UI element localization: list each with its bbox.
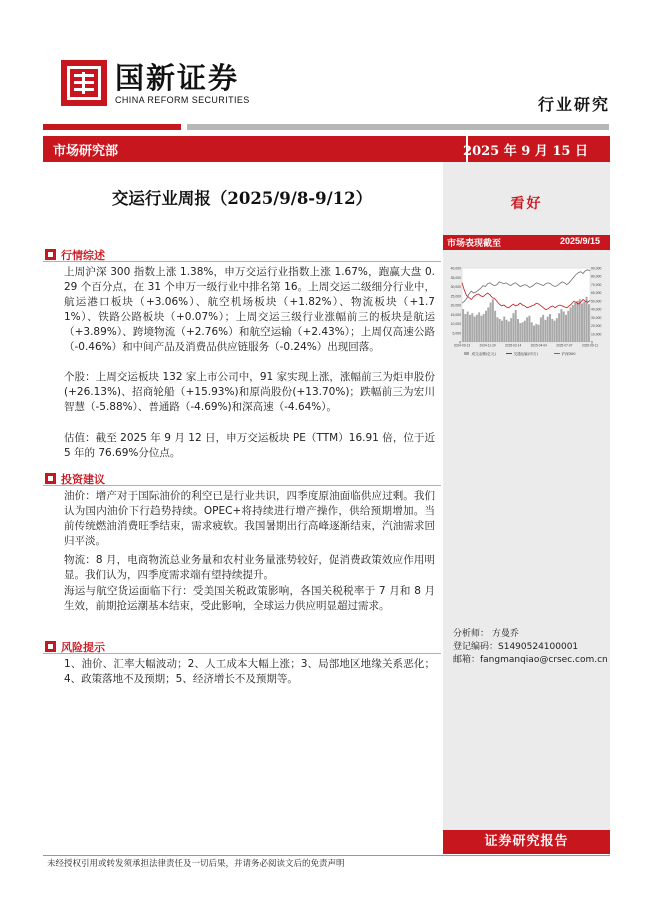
market-chart-header [443, 235, 610, 250]
market-chart-svg [443, 252, 610, 360]
volume-bar [583, 302, 585, 342]
section-market-heading [43, 248, 441, 262]
volume-bar [581, 303, 583, 342]
y-right-tick-label: 60,000 [591, 291, 602, 296]
volume-bar [567, 311, 569, 342]
x-tick-label: 2024-11-29 [479, 343, 496, 348]
volume-bar [565, 315, 567, 342]
y-left-tick-label: 40,000 [450, 266, 461, 271]
brand-name-cn: 国新证券 [115, 60, 240, 95]
market-chart-date: 2025/9/15 [559, 236, 600, 246]
y-left-tick-label: 0 [459, 340, 461, 345]
accent-bar-gray [187, 124, 609, 130]
volume-bar [515, 310, 517, 342]
volume-bar [531, 322, 533, 342]
legend-label: 成交金额(亿元) [471, 352, 496, 356]
department-band [43, 136, 610, 162]
x-tick-label: 2025-04-04 [530, 343, 547, 348]
volume-bar [576, 301, 578, 342]
y-right-tick-label: 0 [591, 340, 593, 345]
y-right-tick-label: 80,000 [591, 274, 602, 279]
market-summary-paragraph: 上周沪深 300 指数上涨 1.38%，申万交运行业指数上涨 1.67%，跑赢大盘 0.29 个百分点，在 31 个申万一级行业中排名第 16。上周交运二级细分行业中，航运港口板块（+3.06%）、航空机场板块（+1.82%）、物流板块（+1.71%）、铁路公路板块（+0.07%）；上周交运三级行业涨幅前三的板块是航运（+3.89%）、跨境物流（+2.76%）和航空运输（+2.43%）；上周仅高速公路（-0.46%）和中间产品及消费品供应链服务（-0.24%）出现回落。 [64, 266, 435, 353]
volume-bar [496, 317, 498, 342]
y-right-tick-label: 30,000 [591, 315, 602, 320]
volume-bar [462, 309, 464, 342]
x-tick-label: 2025-07-07 [556, 343, 573, 348]
section-market-label: 行情综述 [61, 249, 105, 262]
volume-bar [554, 321, 556, 342]
section-risk-heading [43, 640, 441, 654]
volume-bar [501, 321, 503, 342]
volume-bar [524, 321, 526, 342]
volume-bar [544, 320, 546, 342]
volume-bar [542, 315, 544, 342]
legend-label: 沪深300 [561, 352, 576, 356]
volume-bar [570, 307, 572, 342]
volume-bar [478, 312, 480, 342]
volume-bar [471, 313, 473, 342]
volume-bar [586, 297, 588, 342]
volume-bar [526, 317, 528, 342]
y-left-tick-label: 30,000 [450, 285, 461, 289]
volume-bar [547, 317, 549, 342]
volume-bar [551, 319, 553, 342]
section-bullet-icon [45, 473, 56, 484]
volume-bar [476, 315, 478, 342]
volume-bar [533, 326, 535, 342]
volume-bar [560, 309, 562, 342]
volume-bar [574, 303, 576, 342]
y-left-tick-label: 25,000 [450, 294, 461, 299]
volume-bar [519, 323, 521, 342]
brand-name-en: CHINA REFORM SECURITIES [115, 94, 250, 105]
brand-mark-icon [61, 60, 107, 106]
volume-bar [499, 319, 501, 342]
volume-bar [572, 305, 574, 342]
volume-bar [474, 317, 476, 342]
volume-bar [556, 318, 558, 342]
volume-bar [508, 321, 510, 342]
footer-disclaimer: 未经授权引用或转发须承担法律责任及一切后果，并请务必阅读文后的免责声明 [47, 859, 345, 869]
stock-movers-paragraph: 个股：上周交运板块 132 家上市公司中，91 家实现上涨，涨幅前三为炬申股份(+26.13%)、招商轮船（+15.93%)和原尚股份(+13.70%)；跌幅前三为宏川智慧（-5.88%）、普通路（-4.69%)和深高速（-4.64%）。 [64, 371, 435, 413]
x-tick-label: 2024-09-13 [453, 343, 471, 348]
analyst-info [453, 628, 610, 667]
risk-paragraph: 1、油价、汇率大幅波动；2、人工成本大幅上涨；3、局部地区地缘关系恶化；4、政策落地不及预期；5、经济增长不及预期等。 [64, 658, 435, 685]
market-chart-label: 市场表现截至 [447, 239, 502, 249]
y-left-tick-label: 5,000 [452, 331, 461, 336]
volume-bar [535, 324, 537, 342]
y-right-tick-label: 90,000 [591, 266, 602, 271]
oil-price-paragraph: 油价：增产对于国际油价的利空已是行业共识，四季度原油面临供应过剩。我们认为国内油价下行趋势持续。OPEC+将持续进行增产操作，供给预期增加。当前传统燃油消费旺季结束，需求疲软。我国暑期出行高峰逐渐结束，汽油需求回归平淡。 [64, 490, 435, 547]
footer-divider [43, 855, 610, 856]
legend-swatch [464, 352, 469, 355]
y-right-tick-label: 50,000 [591, 299, 602, 304]
volume-bar [512, 313, 514, 342]
volume-bar [494, 311, 496, 342]
x-tick-label: 2025-02-14 [505, 343, 522, 348]
y-left-tick-label: 10,000 [450, 322, 461, 326]
volume-bar [558, 313, 560, 342]
volume-bar [492, 299, 494, 342]
volume-bar [588, 304, 590, 342]
report-type: 行业研究 [537, 95, 610, 114]
valuation-paragraph: 估值：截至 2025 年 9 月 12 日，申万交运板块 PE（TTM）16.91 倍，位于近 5 年的 76.69%分位点。 [64, 432, 435, 459]
volume-bar [510, 318, 512, 342]
x-tick-label: 2025-09-11 [581, 343, 599, 348]
report-title: 交运行业周报（2025/9/8-9/12） [111, 189, 373, 208]
y-right-tick-label: 10,000 [591, 332, 602, 337]
volume-bar [480, 316, 482, 342]
volume-bar [579, 299, 581, 342]
analyst-cert: 登记编码：S1490524100001 [453, 642, 579, 652]
volume-bar [503, 317, 505, 342]
brand-logo [61, 60, 250, 106]
volume-bar [485, 311, 487, 342]
volume-bar [540, 317, 542, 342]
volume-bar [467, 312, 469, 342]
volume-bar [469, 315, 471, 342]
department-name: 市场研究部 [53, 144, 119, 159]
volume-bar [563, 312, 565, 342]
shipping-paragraph: 海运与航空货运面临下行：受美国关税政策影响，各国关税税率于 7 月和 8 月生效，前期抢运潮基本结束，受此影响，全球运力供应明显超过需求。 [64, 585, 435, 612]
industry-rating: 看好 [510, 196, 543, 212]
y-right-tick-label: 70,000 [591, 282, 602, 287]
volume-bar [549, 314, 551, 342]
analyst-email[interactable]: 邮箱：fangmanqiao@crsec.com.cn [453, 655, 608, 665]
volume-bar [522, 322, 524, 342]
y-left-tick-label: 35,000 [450, 275, 461, 280]
section-risk-label: 风险提示 [61, 641, 105, 654]
section-advice-heading [43, 472, 441, 486]
report-date: 2025 年 9 月 15 日 [463, 144, 588, 159]
section-advice-label: 投资建议 [61, 473, 105, 486]
sidebar-footer-label: 证券研究报告 [443, 830, 610, 854]
section-bullet-icon [45, 641, 56, 652]
y-right-tick-label: 40,000 [591, 307, 602, 312]
logistics-paragraph: 物流：8 月，电商物流总业务量和农村业务量涨势较好，促消费政策效应作用明显。我们认为，四季度需求端有望持续提升。 [64, 554, 435, 581]
y-left-tick-label: 20,000 [450, 303, 461, 308]
volume-bar [464, 314, 466, 342]
volume-bar [490, 303, 492, 342]
volume-bar [483, 314, 485, 342]
volume-bar [506, 320, 508, 342]
analyst-name: 分析师： 方曼乔 [453, 629, 519, 639]
volume-bar [538, 325, 540, 342]
accent-bar-red [43, 124, 181, 130]
y-right-tick-label: 20,000 [591, 324, 602, 329]
section-bullet-icon [45, 249, 56, 260]
volume-bar [528, 316, 530, 342]
legend-label: 交通运输(申万) [513, 352, 538, 356]
volume-bar [517, 319, 519, 342]
market-performance-chart [443, 252, 610, 360]
y-left-tick-label: 15,000 [450, 312, 461, 317]
volume-bar [487, 307, 489, 342]
